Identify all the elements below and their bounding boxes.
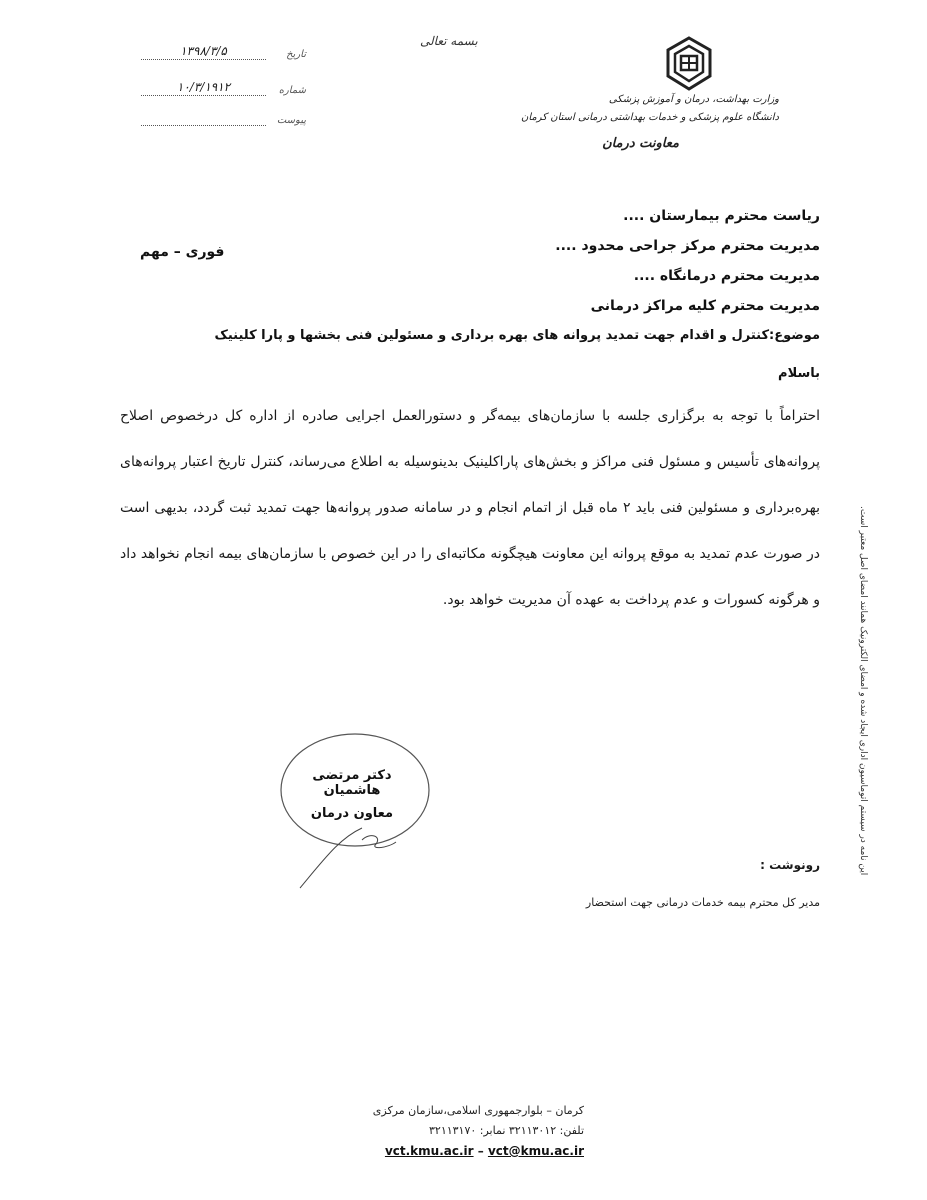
department-name: معاونت درمان bbox=[602, 136, 679, 151]
date-row bbox=[136, 40, 306, 60]
recipient-clinic: مدیریت محترم درمانگاه .... bbox=[633, 268, 820, 284]
cc-label: رونوشت : bbox=[760, 858, 820, 872]
attachment-label: پیوست bbox=[276, 115, 306, 126]
recipient-hospital: ریاست محترم بیمارستان .... bbox=[623, 208, 820, 224]
subject-line: موضوع:کنترل و اقدام جهت تمدید پروانه های بهره برداری و مسئولین فنی بخشها و پارا کلینیک bbox=[214, 328, 820, 343]
attachment-value bbox=[141, 109, 266, 126]
footer-separator: – bbox=[477, 1144, 484, 1158]
signer-title: معاون درمان bbox=[310, 806, 394, 821]
website-link[interactable]: vct.kmu.ac.ir bbox=[384, 1144, 474, 1158]
priority-label: فوری – مهم bbox=[140, 244, 225, 260]
greeting: باسلام bbox=[778, 366, 820, 381]
recipient-surgery-center: مدیریت محترم مرکز جراحی محدود .... bbox=[555, 238, 820, 254]
footer-address: کرمان – بلوارجمهوری اسلامی،سازمان مرکزی bbox=[372, 1104, 584, 1117]
date-label: تاریخ bbox=[286, 49, 306, 60]
cc-item: مدیر کل محترم بیمه خدمات درمانی جهت استحضار bbox=[585, 896, 820, 909]
university-name: دانشگاه علوم پزشکی و خدمات بهداشتی درمانی استان کرمان bbox=[521, 112, 779, 123]
basmala: بسمه تعالی bbox=[420, 34, 478, 48]
ministry-logo-icon bbox=[664, 36, 714, 92]
footer-contact bbox=[340, 1144, 584, 1158]
electronic-signature-note: این نامه در سیستم اتوماسیون اداری ایجاد شده و امضای الکترونیک همانند امضای اصل معتبر است. bbox=[858, 505, 868, 875]
number-row bbox=[136, 76, 306, 96]
letter-body: احتراماً با توجه به برگزاری جلسه با سازمان‌های بیمه‌گر و دستورالعمل اجرایی صادره از اداره کل درخصوص اصلاح پروانه‌های تأسیس و مسئول فنی مراکز و بخش‌های پاراکلینیک بدینوسیله به اطلاع می‌رساند، کنترل تاریخ اعتبار پروانه‌های بهره‌برداری و مسئولین فنی باید ۲ ماه قبل از اتمام انجام و در سامانه صدور پروانه‌ها جهت تمدید ثبت گردد، بدیهی است در صورت عدم تمدید به موقع پروانه این معاونت هیچگونه مکاتبه‌ای را در این خصوص با سازمان‌های بیمه انجام نخواهد داد و هرگونه کسورات و عدم پرداخت به عهده آن مدیریت خواهد بود. bbox=[120, 408, 820, 608]
email-link[interactable]: vct@kmu.ac.ir bbox=[487, 1144, 584, 1158]
number-label: شماره bbox=[278, 85, 306, 96]
attachment-row bbox=[136, 106, 306, 126]
date-value: ۱۳۹۸/۳/۵ bbox=[141, 43, 266, 60]
recipient-all-centers: مدیریت محترم کلیه مراکز درمانی bbox=[590, 298, 820, 314]
number-value: ۱۰/۳/۱۹۱۲ bbox=[141, 79, 266, 96]
signer-name: دکتر مرتضی هاشمیان bbox=[312, 768, 392, 798]
ministry-name: وزارت بهداشت، درمان و آموزش پزشکی bbox=[608, 94, 779, 105]
footer-phone: تلفن: ۳۲۱۱۳۰۱۲ نمابر: ۳۲۱۱۳۱۷۰ bbox=[429, 1124, 584, 1137]
